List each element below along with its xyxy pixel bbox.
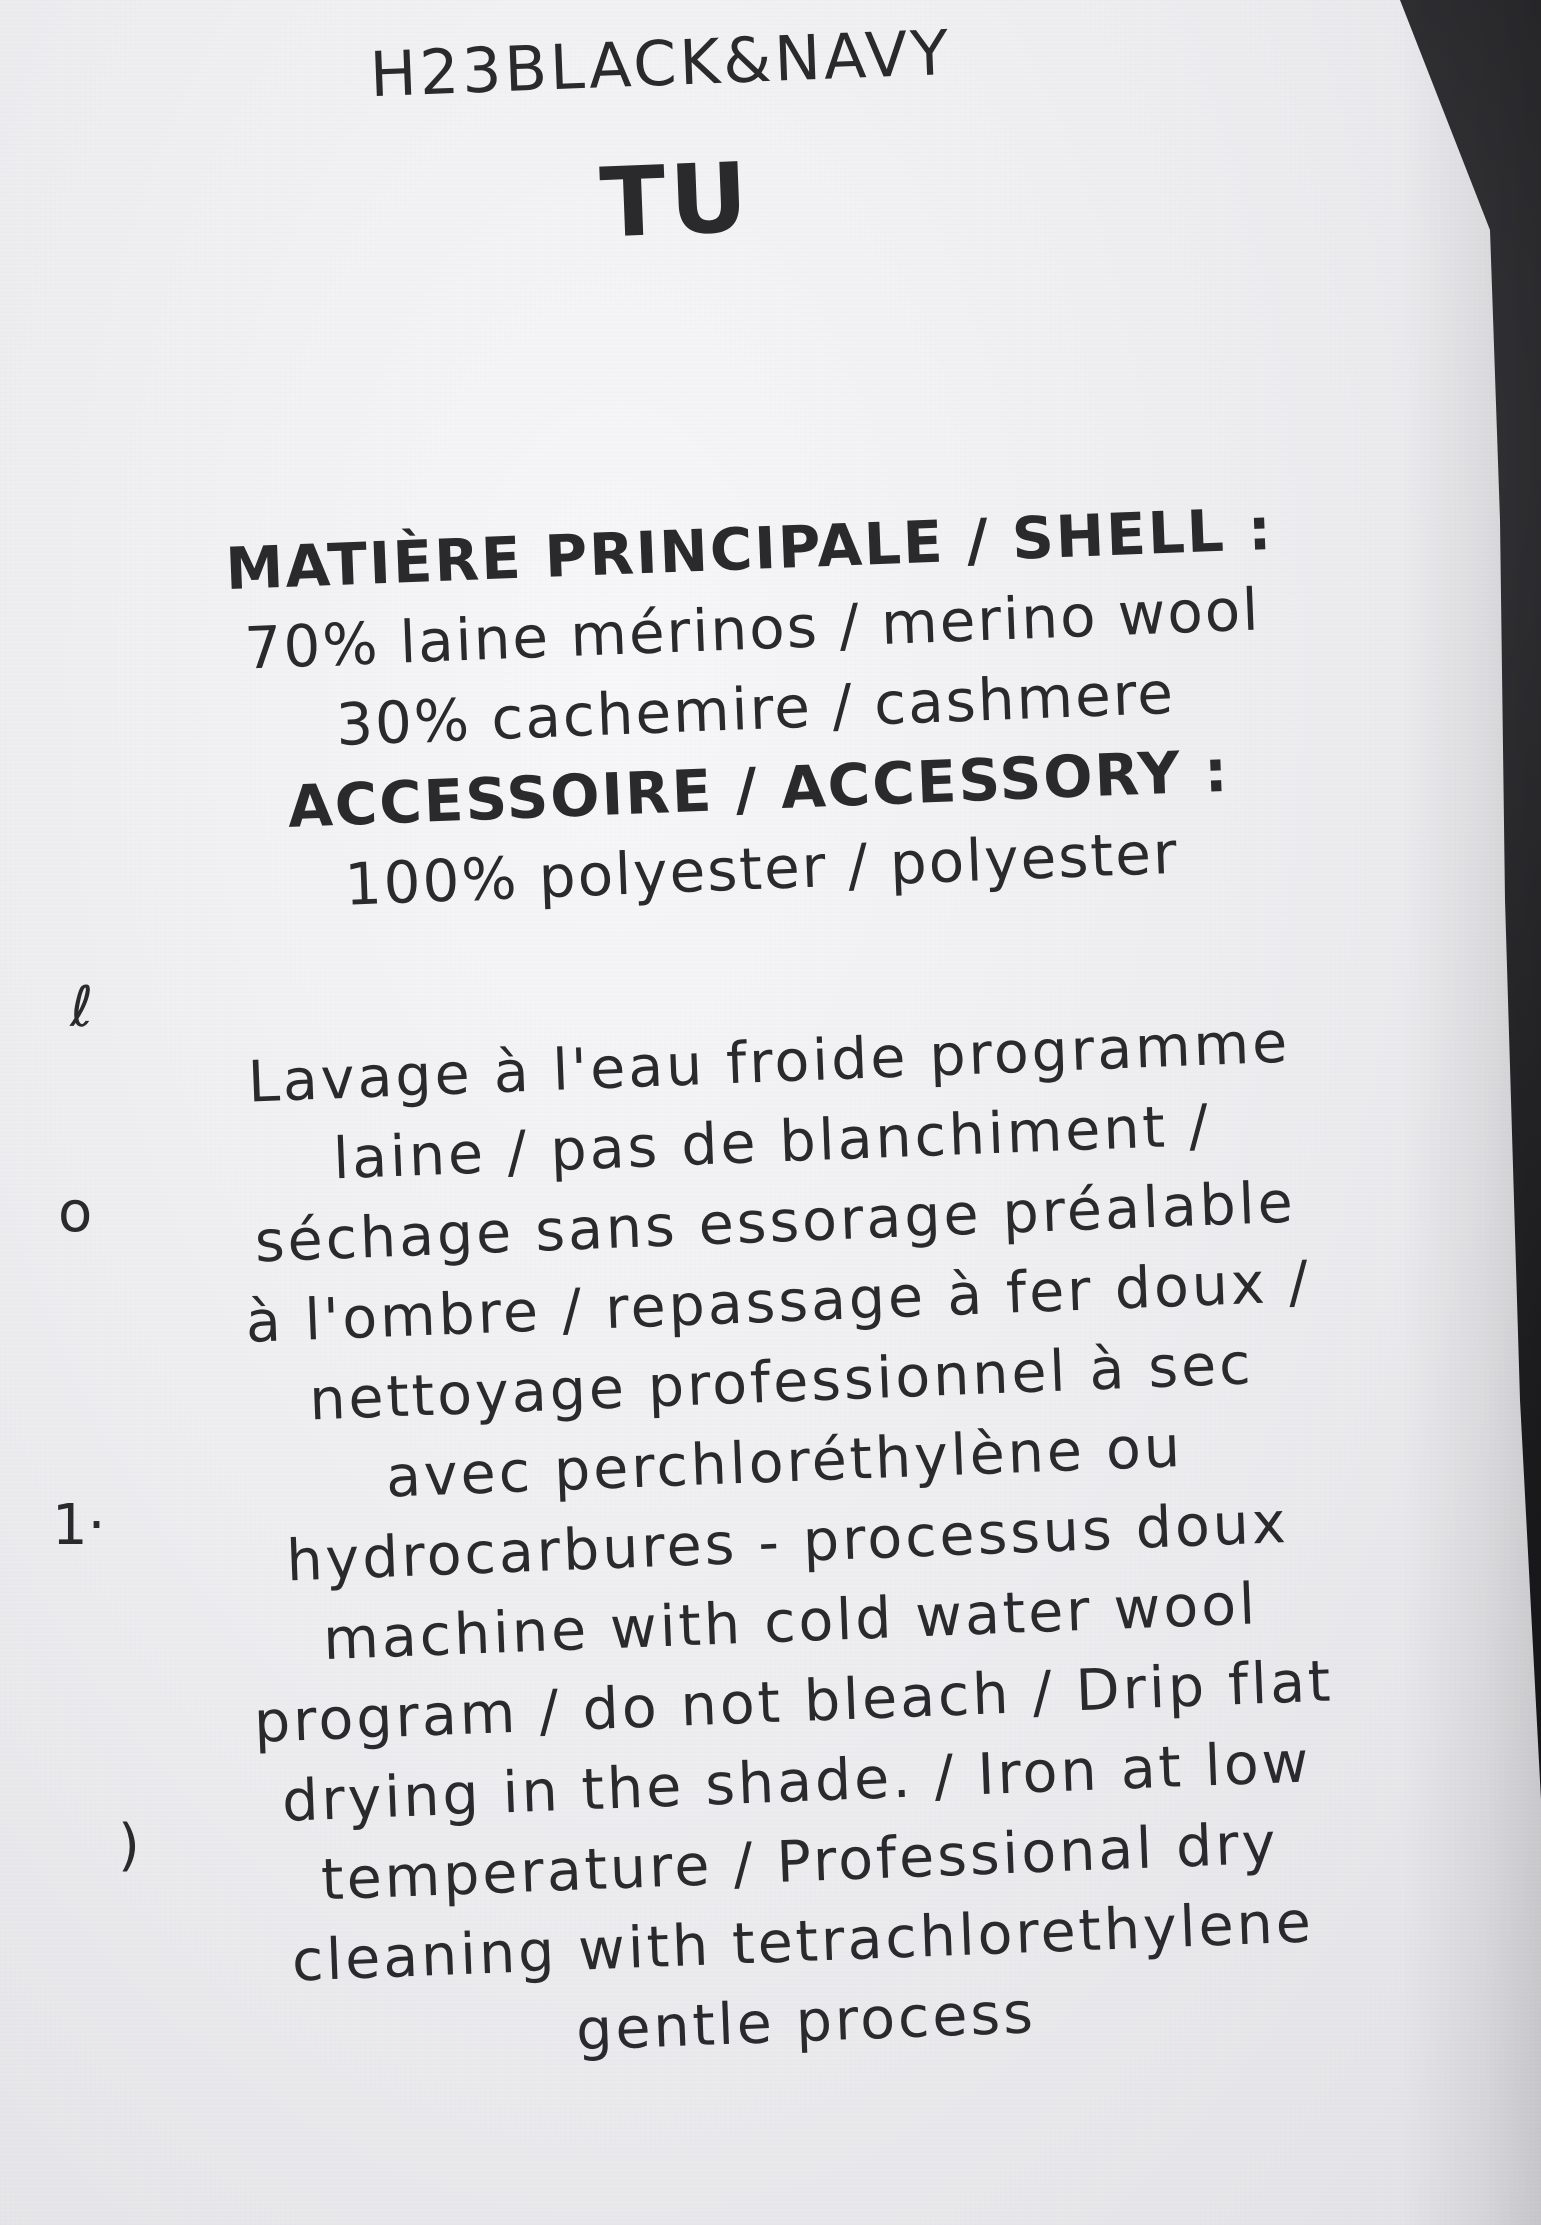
- composition-line: 100% polyester / polyester: [343, 818, 1180, 919]
- margin-fragment: ℓ: [70, 975, 94, 1040]
- care-line: cleaning with tetrachlorethylene: [290, 1889, 1315, 1995]
- care-line: temperature / Professional dry: [319, 1810, 1280, 1914]
- care-line: machine with cold water wool: [322, 1571, 1260, 1674]
- care-line: gentle process: [574, 1980, 1037, 2064]
- composition-heading-shell: MATIÈRE PRINCIPALE / SHELL :: [224, 494, 1275, 604]
- care-line: nettoyage professionnel à sec: [308, 1331, 1255, 1434]
- care-line: Lavage à l'eau froide programme: [246, 1009, 1292, 1116]
- margin-fragment: o: [58, 1180, 93, 1245]
- margin-fragment: ): [118, 1813, 140, 1878]
- care-line: laine / pas de blanchiment /: [332, 1092, 1213, 1193]
- product-code: H23BLACK&NAVY: [368, 15, 953, 112]
- size-marking: TU: [598, 141, 754, 260]
- care-line: à l'ombre / repassage à fer doux /: [244, 1249, 1313, 1356]
- care-line: hydrocarbures - processus doux: [285, 1490, 1290, 1595]
- composition-heading-accessory: ACCESSOIRE / ACCESSORY :: [286, 736, 1231, 841]
- care-line: drying in the shade. / Iron at low: [280, 1729, 1313, 1835]
- margin-fragment: 1·: [52, 1493, 106, 1558]
- care-line: avec perchloréthylène ou: [384, 1414, 1185, 1511]
- care-line: program / do not bleach / Drip flat: [252, 1648, 1335, 1756]
- composition-line: 70% laine mérinos / merino wool: [243, 575, 1262, 683]
- care-line: séchage sans essorage préalable: [253, 1169, 1297, 1276]
- composition-line: 30% cachemire / cashmere: [334, 658, 1177, 759]
